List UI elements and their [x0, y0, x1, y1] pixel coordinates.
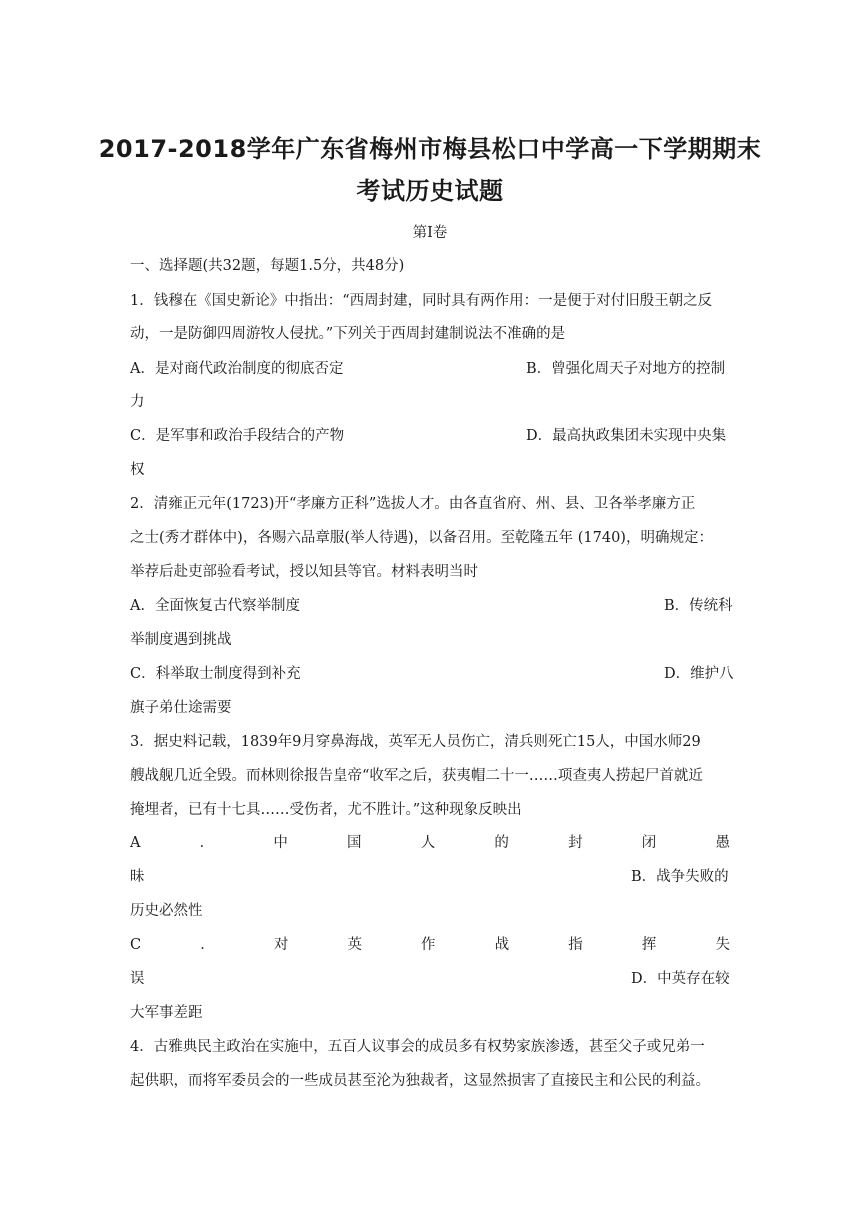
question-1-option-b-cont: 力	[130, 394, 145, 410]
document-title: 2017-2018学年广东省梅州市梅县松口中学高一下学期期末	[98, 135, 762, 163]
question-3-stem-cont: 艘战舰几近全毁。而林则徐报告皇帝“收军之后，获夷帽二十一……项查夷人捞起尸首就近	[130, 768, 703, 784]
question-2-stem-cont-2: 举荐后赴吏部验看考试，授以知县等官。材料表明当时	[130, 564, 478, 580]
question-3-option-d-cont: 大军事差距	[130, 1005, 203, 1021]
question-3-option-c	[130, 934, 730, 956]
question-3-option-c-cont: 误	[130, 971, 145, 987]
option-char: ．	[200, 937, 215, 953]
option-char: 英	[347, 937, 362, 953]
question-2-option-a: A．全面恢复古代察举制度	[130, 598, 300, 614]
question-2-option-b-cont: 举制度遇到挑战	[130, 632, 232, 648]
question-2-option-c: C．科举取士制度得到补充	[130, 666, 301, 682]
question-3-stem: 3．据史料记载，1839年9月穿鼻海战，英军无人员伤亡，清兵则死亡15人，中国水师29	[130, 734, 701, 750]
question-3-stem-cont-2: 掩埋者，已有十七具……受伤者，尤不胜计。”这种现象反映出	[130, 802, 522, 818]
question-3-option-a-cont: 昧	[130, 869, 145, 885]
option-char: 作	[421, 937, 436, 953]
question-4-stem-cont: 起供职，而将军委员会的一些成员甚至沦为独裁者，这显然损害了直接民主和公民的利益。	[130, 1073, 710, 1089]
option-char: ．	[199, 835, 215, 851]
option-char: 闭	[641, 835, 657, 851]
question-1-option-d-cont: 权	[130, 462, 145, 478]
option-char: C	[130, 937, 142, 953]
option-char: 失	[715, 937, 730, 953]
question-2-stem: 2．清雍正元年(1723)开“孝廉方正科”选拔人才。由各直省府、州、县、卫各举孝廉方正	[130, 496, 696, 512]
document-title-continued: 考试历史试题	[356, 177, 504, 205]
option-char: 指	[568, 937, 583, 953]
question-1-option-a: A．是对商代政治制度的彻底否定	[130, 361, 344, 377]
question-2-option-d: D．维护八	[664, 666, 734, 682]
option-char: A	[130, 835, 141, 851]
question-3-option-d: D．中英存在较	[631, 971, 730, 987]
option-char: 挥	[641, 937, 657, 953]
question-2-option-b: B．传统科	[664, 598, 733, 614]
question-3-option-a	[130, 832, 730, 854]
question-1-option-c: C．是军事和政治手段结合的产物	[130, 428, 345, 444]
option-char: 战	[494, 937, 510, 953]
question-1-option-d: D．最高执政集团未实现中央集	[526, 428, 727, 444]
volume-heading: 第Ⅰ卷	[412, 225, 448, 241]
option-char: 中	[273, 835, 288, 851]
question-3-option-b-cont: 历史必然性	[130, 903, 203, 919]
question-2-stem-cont: 之士(秀才群体中)，各赐六品章服(举人待遇)，以备召用。至乾隆五年 (1740)，明确规定：	[130, 530, 713, 546]
question-4-stem: 4．古雅典民主政治在实施中，五百人议事会的成员多有权势家族渗透，甚至父子或兄弟一	[130, 1039, 705, 1055]
question-2-option-d-cont: 旗子弟仕途需要	[130, 700, 232, 716]
option-char: 封	[568, 835, 583, 851]
option-char: 国	[347, 835, 362, 851]
option-char: 对	[273, 937, 289, 953]
option-char: 人	[420, 835, 436, 851]
question-1-stem: 1．钱穆在《国史新论》中指出：“西周封建，同时具有两作用：一是便于对付旧殷王朝之反	[130, 293, 713, 309]
section-heading: 一、选择题(共32题，每题1.5分，共48分)	[130, 258, 405, 274]
question-3-option-b: B．战争失败的	[631, 869, 729, 885]
option-char: 愚	[715, 835, 730, 851]
option-char: 的	[494, 835, 509, 851]
question-1-stem-cont: 动，一是防御四周游牧人侵扰。”下列关于西周封建制说法不准确的是	[130, 326, 566, 342]
question-1-option-b: B．曾强化周天子对地方的控制	[526, 361, 726, 377]
